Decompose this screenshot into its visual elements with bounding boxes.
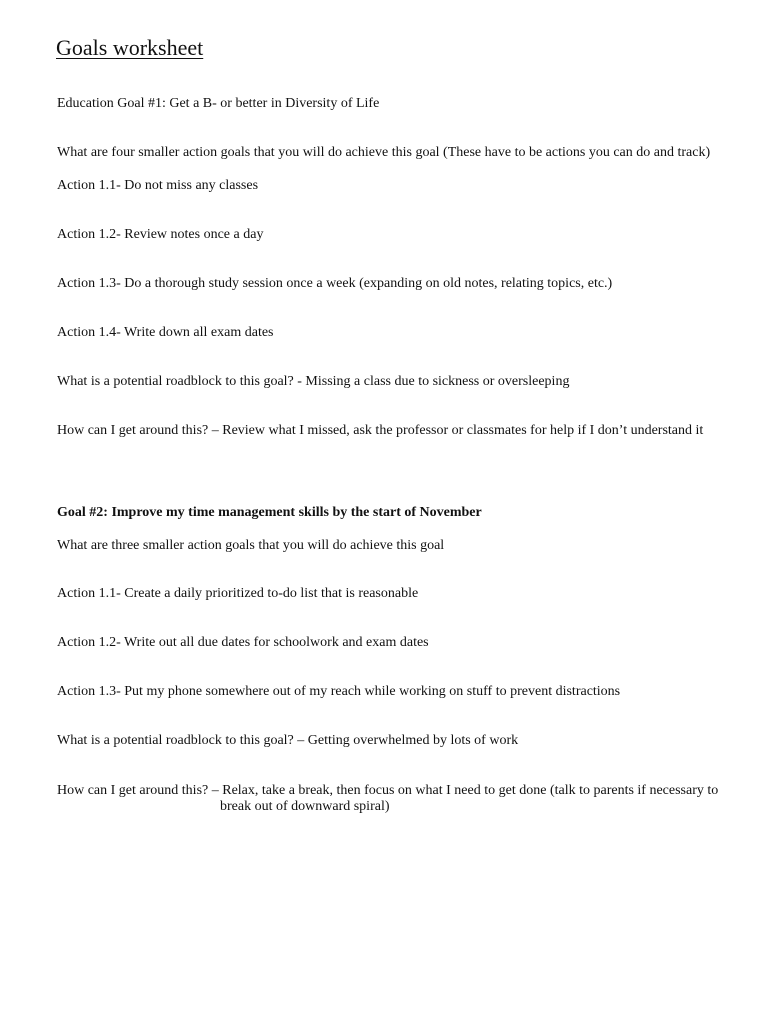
goal2-action-3: Action 1.3- Put my phone somewhere out of my reach while working on stuff to prevent distractions (57, 684, 621, 699)
goal1-roadblock: What is a potential roadblock to this goal? - Missing a class due to sickness or oversleeping (57, 374, 570, 389)
goal1-action-3: Action 1.3- Do a thorough study session once a week (expanding on old notes, relating topics, etc.) (57, 276, 613, 291)
document-title: Goals worksheet (56, 35, 204, 60)
goal2-roadblock: What is a potential roadblock to this goal? – Getting overwhelmed by lots of work (57, 733, 519, 748)
goal1-workaround: How can I get around this? – Review what I missed, ask the professor or classmates for help if I don’t understand it (57, 423, 704, 438)
goal1-heading: Education Goal #1: Get a B- or better in Diversity of Life (57, 96, 380, 111)
goal1-action-1: Action 1.1- Do not miss any classes (57, 178, 259, 193)
goal1-question: What are four smaller action goals that you will do achieve this goal (These have to be actions you can do and track) (57, 145, 711, 160)
goal2-question: What are three smaller action goals that you will do achieve this goal (57, 538, 445, 553)
goal1-action-2: Action 1.2- Review notes once a day (57, 227, 264, 242)
goal1-action-4: Action 1.4- Write down all exam dates (57, 325, 274, 340)
goal2-workaround-continued: break out of downward spiral) (220, 799, 390, 814)
goal2-action-2: Action 1.2- Write out all due dates for schoolwork and exam dates (57, 635, 429, 650)
goal2-action-1: Action 1.1- Create a daily prioritized to-do list that is reasonable (57, 586, 419, 601)
goal2-workaround: How can I get around this? – Relax, take a break, then focus on what I need to get done (talk to parents if necessary to (57, 783, 719, 798)
goal2-heading: Goal #2: Improve my time management skills by the start of November (57, 505, 482, 520)
